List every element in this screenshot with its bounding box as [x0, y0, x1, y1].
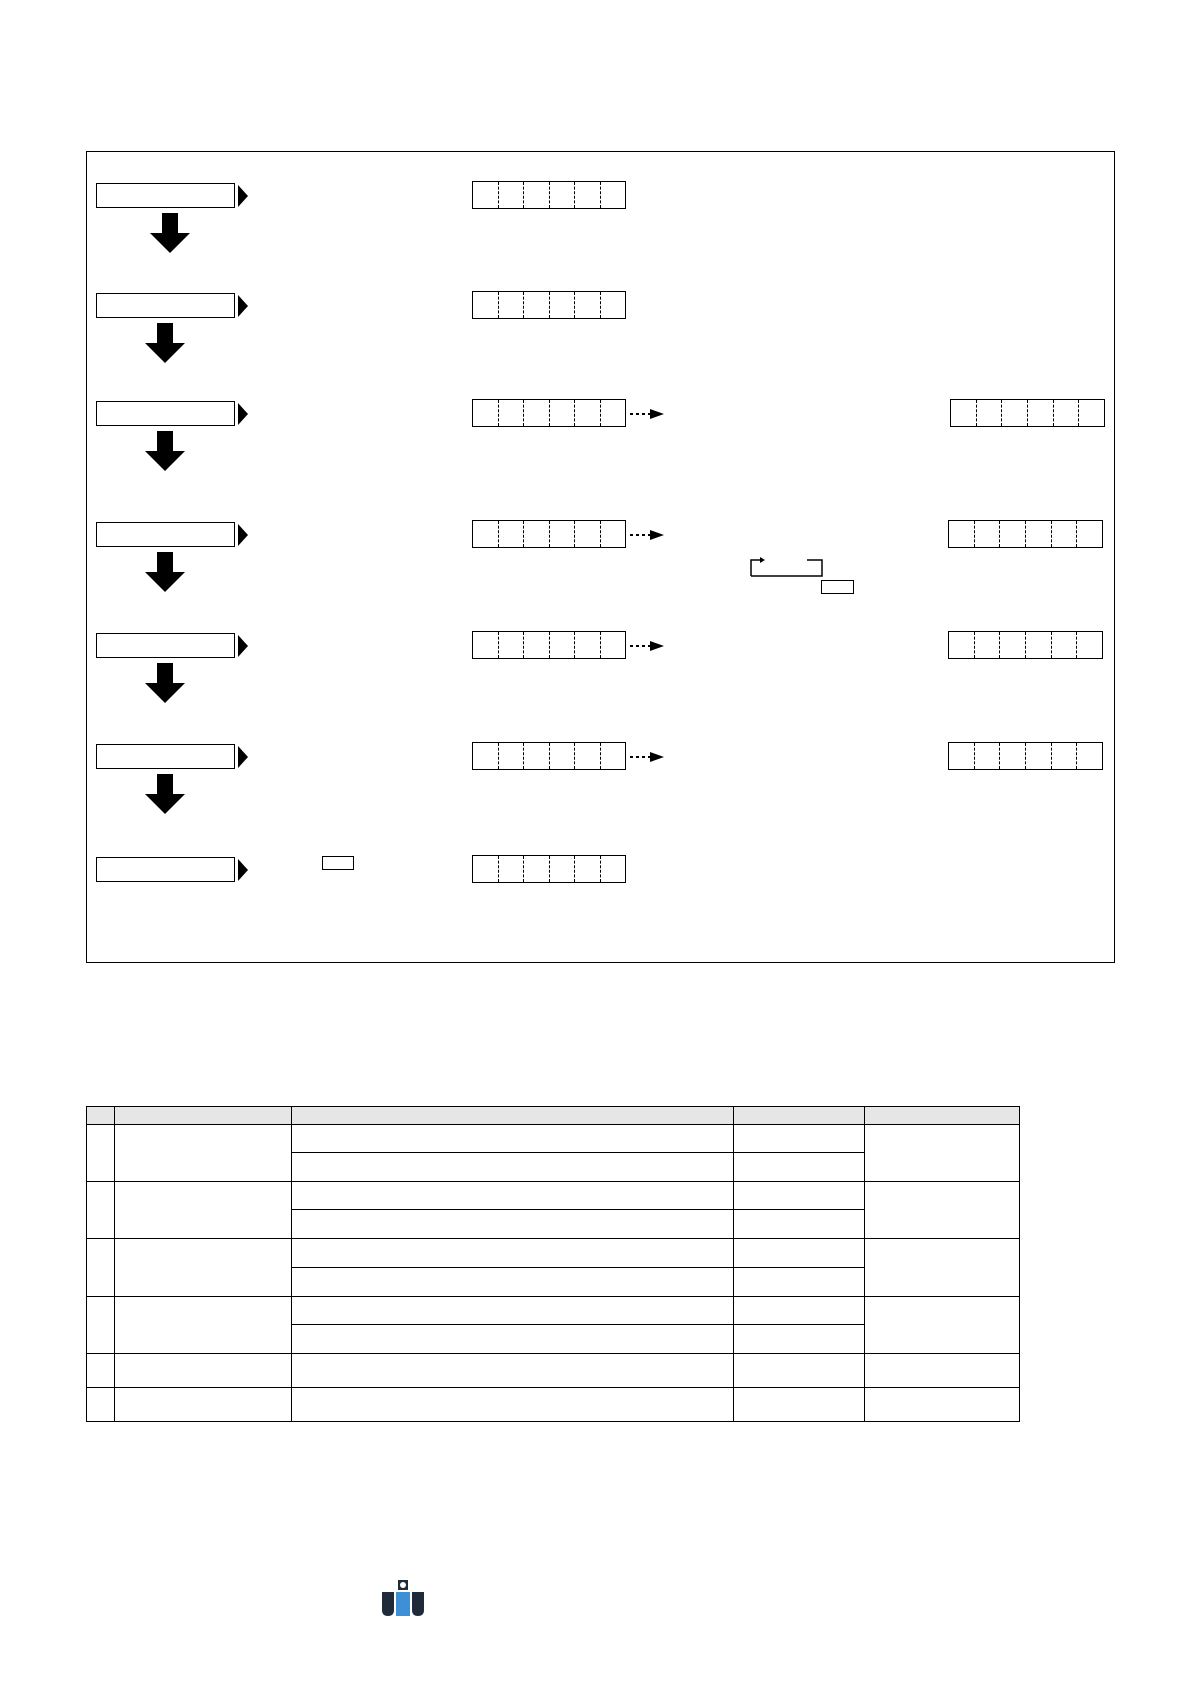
cell-description	[292, 1268, 734, 1297]
step-label-box	[96, 522, 235, 547]
triangle-right-icon	[238, 403, 248, 425]
display-digit	[473, 743, 498, 769]
cell-value	[734, 1239, 865, 1268]
table-header-row	[87, 1107, 1020, 1125]
cell-item	[115, 1388, 292, 1422]
cell-no	[87, 1239, 115, 1297]
display-digit	[574, 400, 600, 426]
triangle-right-icon	[238, 746, 248, 768]
step-display	[472, 291, 626, 319]
result-display	[948, 520, 1103, 548]
display-digit	[523, 856, 549, 882]
cell-note	[865, 1354, 1020, 1388]
step-label-box	[96, 183, 235, 208]
display-digit	[976, 400, 1002, 426]
cell-value	[734, 1297, 865, 1325]
display-digit	[498, 856, 524, 882]
cell-item	[115, 1125, 292, 1182]
display-digit	[1053, 400, 1079, 426]
cell-description	[292, 1354, 734, 1388]
header-item	[115, 1107, 292, 1125]
display-digit	[1025, 632, 1051, 658]
display-digit	[549, 182, 575, 208]
table-row	[87, 1182, 1020, 1210]
cell-description	[292, 1239, 734, 1268]
cell-description	[292, 1153, 734, 1182]
cell-value	[734, 1268, 865, 1297]
display-digit	[473, 182, 498, 208]
display-digit	[999, 743, 1025, 769]
cell-no	[87, 1182, 115, 1239]
display-digit	[498, 521, 524, 547]
display-digit	[600, 743, 626, 769]
display-digit	[574, 182, 600, 208]
display-digit	[1078, 400, 1104, 426]
step-display	[472, 181, 626, 209]
cell-note	[865, 1182, 1020, 1239]
display-digit	[574, 632, 600, 658]
display-digit	[473, 521, 498, 547]
cell-no	[87, 1125, 115, 1182]
table-row	[87, 1297, 1020, 1325]
result-display	[950, 399, 1105, 427]
display-digit	[549, 292, 575, 318]
step-label-box	[96, 633, 235, 658]
display-digit	[951, 400, 976, 426]
triangle-right-icon	[238, 295, 248, 317]
cell-no	[87, 1354, 115, 1388]
dashed-arrow-icon	[630, 407, 664, 421]
cell-no	[87, 1388, 115, 1422]
cell-item	[115, 1297, 292, 1354]
display-digit	[1027, 400, 1053, 426]
display-digit	[600, 521, 626, 547]
step-label-box	[96, 744, 235, 769]
display-digit	[498, 292, 524, 318]
display-digit	[974, 743, 1000, 769]
loop-bracket-icon	[750, 557, 824, 577]
cell-note	[865, 1388, 1020, 1422]
down-arrow-icon	[145, 774, 185, 814]
cell-value	[734, 1210, 865, 1239]
display-digit	[523, 182, 549, 208]
cell-description	[292, 1297, 734, 1325]
display-digit	[549, 856, 575, 882]
cell-description	[292, 1388, 734, 1422]
cell-value	[734, 1125, 865, 1153]
cell-description	[292, 1325, 734, 1354]
cell-description	[292, 1182, 734, 1210]
header-note	[865, 1107, 1020, 1125]
display-digit	[549, 400, 575, 426]
step-label-box	[96, 293, 235, 318]
display-digit	[1051, 632, 1077, 658]
display-digit	[498, 743, 524, 769]
display-digit	[574, 292, 600, 318]
step-label-box	[96, 401, 235, 426]
cell-no	[87, 1297, 115, 1354]
cell-value	[734, 1153, 865, 1182]
display-digit	[600, 856, 626, 882]
display-digit	[600, 632, 626, 658]
table-row	[87, 1239, 1020, 1268]
step-display	[472, 855, 626, 883]
step-display	[472, 631, 626, 659]
display-digit	[949, 743, 974, 769]
display-digit	[1025, 521, 1051, 547]
triangle-right-icon	[238, 635, 248, 657]
result-display	[948, 631, 1103, 659]
indicator-box	[821, 580, 854, 594]
display-digit	[999, 632, 1025, 658]
cell-note	[865, 1239, 1020, 1297]
triangle-right-icon	[238, 859, 248, 881]
display-digit	[974, 632, 1000, 658]
cell-value	[734, 1388, 865, 1422]
display-digit	[1051, 743, 1077, 769]
triangle-right-icon	[238, 185, 248, 207]
display-digit	[949, 521, 974, 547]
display-digit	[574, 856, 600, 882]
display-digit	[1076, 632, 1102, 658]
display-digit	[600, 182, 626, 208]
display-digit	[949, 632, 974, 658]
display-digit	[1025, 743, 1051, 769]
cell-value	[734, 1354, 865, 1388]
step-display	[472, 742, 626, 770]
cell-item	[115, 1182, 292, 1239]
display-digit	[498, 632, 524, 658]
dashed-arrow-icon	[630, 639, 664, 653]
display-digit	[1001, 400, 1027, 426]
dashed-arrow-icon	[630, 750, 664, 764]
step-display	[472, 520, 626, 548]
cell-item	[115, 1239, 292, 1297]
cell-description	[292, 1210, 734, 1239]
brand-logo-icon	[382, 1580, 424, 1616]
display-digit	[600, 292, 626, 318]
step-display	[472, 399, 626, 427]
display-digit	[523, 292, 549, 318]
display-digit	[974, 521, 1000, 547]
indicator-box	[322, 856, 354, 870]
cell-value	[734, 1182, 865, 1210]
down-arrow-icon	[145, 663, 185, 703]
dashed-arrow-icon	[630, 528, 664, 542]
display-digit	[473, 632, 498, 658]
flowchart-frame	[86, 151, 1115, 963]
triangle-right-icon	[238, 524, 248, 546]
display-digit	[523, 400, 549, 426]
display-digit	[600, 400, 626, 426]
display-digit	[523, 743, 549, 769]
down-arrow-icon	[150, 213, 190, 253]
down-arrow-icon	[145, 431, 185, 471]
display-digit	[1076, 743, 1102, 769]
header-no	[87, 1107, 115, 1125]
cell-value	[734, 1325, 865, 1354]
cell-note	[865, 1125, 1020, 1182]
display-digit	[549, 743, 575, 769]
cell-note	[865, 1297, 1020, 1354]
table-row	[87, 1388, 1020, 1422]
result-display	[948, 742, 1103, 770]
cell-item	[115, 1354, 292, 1388]
display-digit	[574, 743, 600, 769]
cell-description	[292, 1125, 734, 1153]
spec-table	[86, 1106, 1020, 1422]
display-digit	[1051, 521, 1077, 547]
display-digit	[473, 292, 498, 318]
display-digit	[523, 521, 549, 547]
display-digit	[523, 632, 549, 658]
display-digit	[1076, 521, 1102, 547]
display-digit	[498, 400, 524, 426]
step-label-box	[96, 857, 235, 882]
table-row	[87, 1354, 1020, 1388]
header-value	[734, 1107, 865, 1125]
display-digit	[999, 521, 1025, 547]
display-digit	[549, 521, 575, 547]
display-digit	[574, 521, 600, 547]
display-digit	[473, 856, 498, 882]
display-digit	[473, 400, 498, 426]
table-row	[87, 1125, 1020, 1153]
down-arrow-icon	[145, 552, 185, 592]
display-digit	[549, 632, 575, 658]
display-digit	[498, 182, 524, 208]
header-description	[292, 1107, 734, 1125]
down-arrow-icon	[145, 323, 185, 363]
